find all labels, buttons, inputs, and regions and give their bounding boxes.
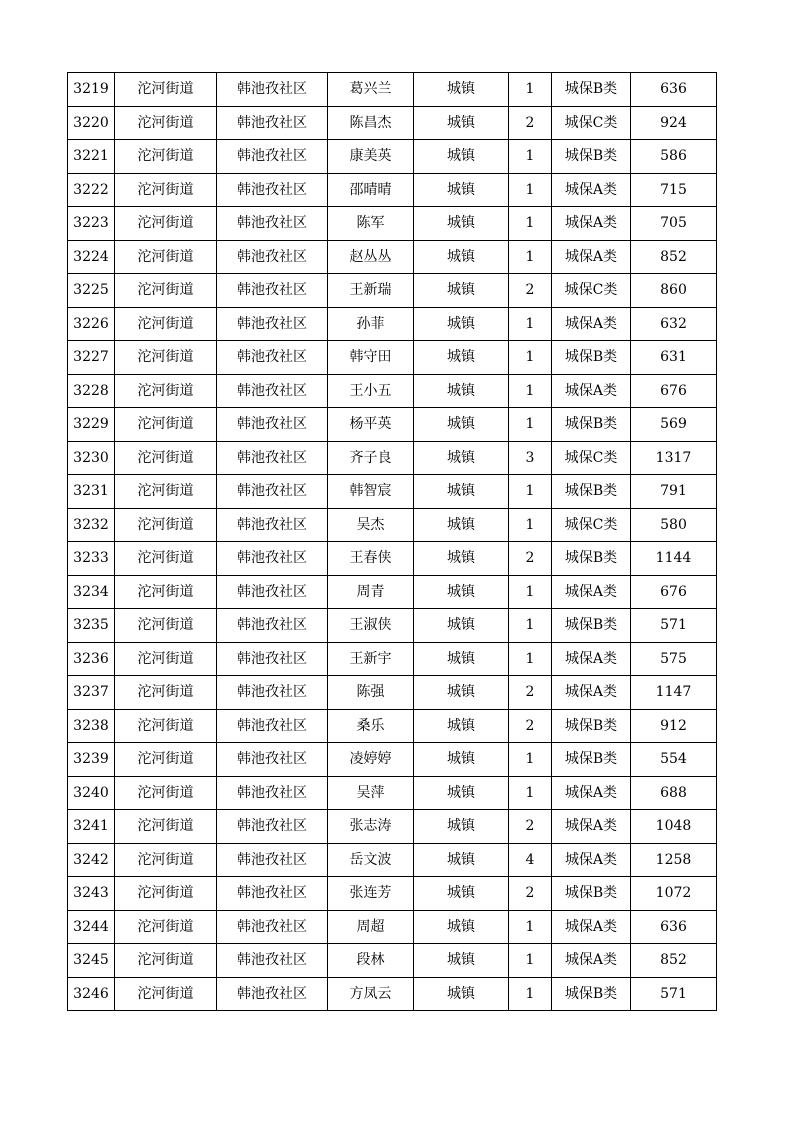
name-cell: 王新瑞 — [328, 274, 414, 308]
area-type-cell: 城镇 — [414, 843, 509, 877]
community-cell: 韩池孜社区 — [217, 642, 328, 676]
name-cell: 葛兴兰 — [328, 73, 414, 107]
record-number-cell: 3238 — [68, 709, 115, 743]
table-row — [68, 776, 717, 810]
subdistrict-cell: 沱河街道 — [115, 743, 217, 777]
community-cell: 韩池孜社区 — [217, 207, 328, 241]
community-cell: 韩池孜社区 — [217, 977, 328, 1011]
name-cell: 赵丛丛 — [328, 240, 414, 274]
table-row — [68, 374, 717, 408]
amount-cell: 631 — [631, 341, 717, 375]
record-number-cell: 3219 — [68, 73, 115, 107]
record-number-cell: 3221 — [68, 140, 115, 174]
name-cell: 杨平英 — [328, 408, 414, 442]
insurance-category-cell: 城保A类 — [552, 642, 631, 676]
insurance-category-cell: 城保C类 — [552, 441, 631, 475]
amount-cell: 860 — [631, 274, 717, 308]
household-size-cell: 1 — [509, 240, 552, 274]
household-size-cell: 2 — [509, 709, 552, 743]
insurance-category-cell: 城保A类 — [552, 910, 631, 944]
household-size-cell: 2 — [509, 274, 552, 308]
community-cell: 韩池孜社区 — [217, 676, 328, 710]
table-row — [68, 508, 717, 542]
name-cell: 段林 — [328, 944, 414, 978]
insurance-category-cell: 城保B类 — [552, 73, 631, 107]
insurance-category-cell: 城保B类 — [552, 609, 631, 643]
table-row — [68, 810, 717, 844]
household-size-cell: 1 — [509, 944, 552, 978]
area-type-cell: 城镇 — [414, 441, 509, 475]
name-cell: 吴杰 — [328, 508, 414, 542]
amount-cell: 571 — [631, 609, 717, 643]
area-type-cell: 城镇 — [414, 609, 509, 643]
amount-cell: 912 — [631, 709, 717, 743]
insurance-category-cell: 城保C类 — [552, 106, 631, 140]
name-cell: 孙菲 — [328, 307, 414, 341]
area-type-cell: 城镇 — [414, 575, 509, 609]
subdistrict-cell: 沱河街道 — [115, 240, 217, 274]
household-size-cell: 1 — [509, 173, 552, 207]
table-row — [68, 173, 717, 207]
area-type-cell: 城镇 — [414, 910, 509, 944]
amount-cell: 705 — [631, 207, 717, 241]
table-row — [68, 307, 717, 341]
community-cell: 韩池孜社区 — [217, 173, 328, 207]
insurance-category-cell: 城保B类 — [552, 977, 631, 1011]
area-type-cell: 城镇 — [414, 944, 509, 978]
name-cell: 凌婷婷 — [328, 743, 414, 777]
insurance-category-cell: 城保B类 — [552, 542, 631, 576]
community-cell: 韩池孜社区 — [217, 408, 328, 442]
community-cell: 韩池孜社区 — [217, 106, 328, 140]
community-cell: 韩池孜社区 — [217, 910, 328, 944]
insurance-category-cell: 城保A类 — [552, 307, 631, 341]
community-cell: 韩池孜社区 — [217, 441, 328, 475]
name-cell: 张连芳 — [328, 877, 414, 911]
amount-cell: 575 — [631, 642, 717, 676]
record-number-cell: 3224 — [68, 240, 115, 274]
table-row — [68, 609, 717, 643]
area-type-cell: 城镇 — [414, 240, 509, 274]
table-row — [68, 408, 717, 442]
household-size-cell: 1 — [509, 508, 552, 542]
insurance-category-cell: 城保A类 — [552, 810, 631, 844]
amount-cell: 554 — [631, 743, 717, 777]
record-number-cell: 3232 — [68, 508, 115, 542]
area-type-cell: 城镇 — [414, 877, 509, 911]
subdistrict-cell: 沱河街道 — [115, 910, 217, 944]
name-cell: 王春侠 — [328, 542, 414, 576]
amount-cell: 1317 — [631, 441, 717, 475]
community-cell: 韩池孜社区 — [217, 341, 328, 375]
subdistrict-cell: 沱河街道 — [115, 810, 217, 844]
community-cell: 韩池孜社区 — [217, 240, 328, 274]
name-cell: 张志涛 — [328, 810, 414, 844]
subdistrict-cell: 沱河街道 — [115, 274, 217, 308]
community-cell: 韩池孜社区 — [217, 274, 328, 308]
record-number-cell: 3242 — [68, 843, 115, 877]
record-number-cell: 3236 — [68, 642, 115, 676]
area-type-cell: 城镇 — [414, 508, 509, 542]
subdistrict-cell: 沱河街道 — [115, 307, 217, 341]
insurance-category-cell: 城保A类 — [552, 776, 631, 810]
community-cell: 韩池孜社区 — [217, 843, 328, 877]
area-type-cell: 城镇 — [414, 977, 509, 1011]
record-number-cell: 3244 — [68, 910, 115, 944]
community-cell: 韩池孜社区 — [217, 73, 328, 107]
community-cell: 韩池孜社区 — [217, 609, 328, 643]
area-type-cell: 城镇 — [414, 274, 509, 308]
record-number-cell: 3228 — [68, 374, 115, 408]
amount-cell: 924 — [631, 106, 717, 140]
table-row — [68, 743, 717, 777]
table-row — [68, 140, 717, 174]
amount-cell: 688 — [631, 776, 717, 810]
amount-cell: 632 — [631, 307, 717, 341]
record-number-cell: 3220 — [68, 106, 115, 140]
insurance-category-cell: 城保A类 — [552, 676, 631, 710]
record-number-cell: 3241 — [68, 810, 115, 844]
subdistrict-cell: 沱河街道 — [115, 877, 217, 911]
insurance-category-cell: 城保B类 — [552, 341, 631, 375]
household-size-cell: 4 — [509, 843, 552, 877]
table-row — [68, 542, 717, 576]
name-cell: 韩智宸 — [328, 475, 414, 509]
table-row — [68, 575, 717, 609]
insurance-category-cell: 城保A类 — [552, 207, 631, 241]
household-size-cell: 3 — [509, 441, 552, 475]
subdistrict-cell: 沱河街道 — [115, 207, 217, 241]
insurance-category-cell: 城保B类 — [552, 709, 631, 743]
household-size-cell: 1 — [509, 374, 552, 408]
name-cell: 周超 — [328, 910, 414, 944]
name-cell: 王小五 — [328, 374, 414, 408]
insurance-category-cell: 城保B类 — [552, 877, 631, 911]
name-cell: 周青 — [328, 575, 414, 609]
amount-cell: 852 — [631, 944, 717, 978]
name-cell: 陈昌杰 — [328, 106, 414, 140]
table-row — [68, 944, 717, 978]
household-size-cell: 2 — [509, 676, 552, 710]
name-cell: 方凤云 — [328, 977, 414, 1011]
household-size-cell: 2 — [509, 877, 552, 911]
name-cell: 桑乐 — [328, 709, 414, 743]
name-cell: 陈强 — [328, 676, 414, 710]
record-number-cell: 3246 — [68, 977, 115, 1011]
insurance-category-cell: 城保C类 — [552, 274, 631, 308]
amount-cell: 1144 — [631, 542, 717, 576]
insurance-category-cell: 城保A类 — [552, 843, 631, 877]
household-size-cell: 1 — [509, 341, 552, 375]
amount-cell: 636 — [631, 910, 717, 944]
community-cell: 韩池孜社区 — [217, 944, 328, 978]
amount-cell: 1048 — [631, 810, 717, 844]
area-type-cell: 城镇 — [414, 140, 509, 174]
amount-cell: 791 — [631, 475, 717, 509]
amount-cell: 852 — [631, 240, 717, 274]
community-cell: 韩池孜社区 — [217, 542, 328, 576]
subdistrict-cell: 沱河街道 — [115, 106, 217, 140]
insurance-category-cell: 城保A类 — [552, 240, 631, 274]
community-cell: 韩池孜社区 — [217, 374, 328, 408]
name-cell: 王淑侠 — [328, 609, 414, 643]
area-type-cell: 城镇 — [414, 408, 509, 442]
record-number-cell: 3235 — [68, 609, 115, 643]
subdistrict-cell: 沱河街道 — [115, 73, 217, 107]
amount-cell: 676 — [631, 575, 717, 609]
community-cell: 韩池孜社区 — [217, 709, 328, 743]
subdistrict-cell: 沱河街道 — [115, 843, 217, 877]
subdistrict-cell: 沱河街道 — [115, 341, 217, 375]
data-table — [67, 72, 717, 1011]
subdistrict-cell: 沱河街道 — [115, 441, 217, 475]
amount-cell: 586 — [631, 140, 717, 174]
amount-cell: 571 — [631, 977, 717, 1011]
subdistrict-cell: 沱河街道 — [115, 575, 217, 609]
name-cell: 韩守田 — [328, 341, 414, 375]
subdistrict-cell: 沱河街道 — [115, 944, 217, 978]
record-number-cell: 3234 — [68, 575, 115, 609]
amount-cell: 569 — [631, 408, 717, 442]
name-cell: 王新宇 — [328, 642, 414, 676]
household-size-cell: 1 — [509, 776, 552, 810]
area-type-cell: 城镇 — [414, 810, 509, 844]
community-cell: 韩池孜社区 — [217, 810, 328, 844]
household-size-cell: 2 — [509, 106, 552, 140]
household-size-cell: 1 — [509, 307, 552, 341]
household-size-cell: 1 — [509, 575, 552, 609]
area-type-cell: 城镇 — [414, 475, 509, 509]
record-number-cell: 3223 — [68, 207, 115, 241]
table-row — [68, 642, 717, 676]
insurance-category-cell: 城保B类 — [552, 743, 631, 777]
area-type-cell: 城镇 — [414, 676, 509, 710]
subdistrict-cell: 沱河街道 — [115, 977, 217, 1011]
record-number-cell: 3243 — [68, 877, 115, 911]
record-number-cell: 3230 — [68, 441, 115, 475]
amount-cell: 1147 — [631, 676, 717, 710]
subdistrict-cell: 沱河街道 — [115, 542, 217, 576]
community-cell: 韩池孜社区 — [217, 307, 328, 341]
insurance-category-cell: 城保B类 — [552, 408, 631, 442]
record-number-cell: 3226 — [68, 307, 115, 341]
record-number-cell: 3237 — [68, 676, 115, 710]
household-size-cell: 1 — [509, 140, 552, 174]
table-row — [68, 475, 717, 509]
record-number-cell: 3245 — [68, 944, 115, 978]
name-cell: 齐子良 — [328, 441, 414, 475]
insurance-category-cell: 城保B类 — [552, 140, 631, 174]
record-number-cell: 3233 — [68, 542, 115, 576]
area-type-cell: 城镇 — [414, 173, 509, 207]
table-row — [68, 207, 717, 241]
area-type-cell: 城镇 — [414, 709, 509, 743]
name-cell: 康美英 — [328, 140, 414, 174]
area-type-cell: 城镇 — [414, 374, 509, 408]
community-cell: 韩池孜社区 — [217, 776, 328, 810]
subdistrict-cell: 沱河街道 — [115, 475, 217, 509]
household-size-cell: 1 — [509, 910, 552, 944]
area-type-cell: 城镇 — [414, 73, 509, 107]
area-type-cell: 城镇 — [414, 307, 509, 341]
record-number-cell: 3229 — [68, 408, 115, 442]
amount-cell: 715 — [631, 173, 717, 207]
household-size-cell: 1 — [509, 642, 552, 676]
table-row — [68, 106, 717, 140]
table-row — [68, 843, 717, 877]
table-row — [68, 910, 717, 944]
name-cell: 岳文波 — [328, 843, 414, 877]
community-cell: 韩池孜社区 — [217, 508, 328, 542]
insurance-category-cell: 城保A类 — [552, 575, 631, 609]
table-row — [68, 877, 717, 911]
subdistrict-cell: 沱河街道 — [115, 676, 217, 710]
name-cell: 吴萍 — [328, 776, 414, 810]
table-row — [68, 709, 717, 743]
record-number-cell: 3239 — [68, 743, 115, 777]
table-row — [68, 676, 717, 710]
area-type-cell: 城镇 — [414, 106, 509, 140]
household-size-cell: 1 — [509, 73, 552, 107]
table-row — [68, 73, 717, 107]
household-size-cell: 1 — [509, 609, 552, 643]
table-row — [68, 341, 717, 375]
subdistrict-cell: 沱河街道 — [115, 140, 217, 174]
community-cell: 韩池孜社区 — [217, 475, 328, 509]
record-number-cell: 3240 — [68, 776, 115, 810]
subdistrict-cell: 沱河街道 — [115, 776, 217, 810]
community-cell: 韩池孜社区 — [217, 743, 328, 777]
insurance-category-cell: 城保B类 — [552, 475, 631, 509]
table-row — [68, 240, 717, 274]
subdistrict-cell: 沱河街道 — [115, 374, 217, 408]
insurance-category-cell: 城保A类 — [552, 173, 631, 207]
amount-cell: 676 — [631, 374, 717, 408]
name-cell: 邵晴晴 — [328, 173, 414, 207]
household-size-cell: 2 — [509, 810, 552, 844]
household-size-cell: 1 — [509, 977, 552, 1011]
area-type-cell: 城镇 — [414, 341, 509, 375]
subdistrict-cell: 沱河街道 — [115, 709, 217, 743]
subdistrict-cell: 沱河街道 — [115, 508, 217, 542]
amount-cell: 580 — [631, 508, 717, 542]
household-size-cell: 2 — [509, 542, 552, 576]
record-number-cell: 3231 — [68, 475, 115, 509]
household-size-cell: 1 — [509, 743, 552, 777]
community-cell: 韩池孜社区 — [217, 140, 328, 174]
amount-cell: 636 — [631, 73, 717, 107]
insurance-category-cell: 城保C类 — [552, 508, 631, 542]
household-size-cell: 1 — [509, 408, 552, 442]
subdistrict-cell: 沱河街道 — [115, 173, 217, 207]
insurance-category-cell: 城保A类 — [552, 374, 631, 408]
household-size-cell: 1 — [509, 475, 552, 509]
household-size-cell: 1 — [509, 207, 552, 241]
record-number-cell: 3222 — [68, 173, 115, 207]
table-body — [68, 73, 717, 1011]
insurance-category-cell: 城保A类 — [552, 944, 631, 978]
table-row — [68, 274, 717, 308]
community-cell: 韩池孜社区 — [217, 575, 328, 609]
area-type-cell: 城镇 — [414, 542, 509, 576]
community-cell: 韩池孜社区 — [217, 877, 328, 911]
table-row — [68, 977, 717, 1011]
area-type-cell: 城镇 — [414, 642, 509, 676]
subdistrict-cell: 沱河街道 — [115, 609, 217, 643]
subdistrict-cell: 沱河街道 — [115, 642, 217, 676]
record-number-cell: 3225 — [68, 274, 115, 308]
subdistrict-cell: 沱河街道 — [115, 408, 217, 442]
record-number-cell: 3227 — [68, 341, 115, 375]
area-type-cell: 城镇 — [414, 776, 509, 810]
area-type-cell: 城镇 — [414, 743, 509, 777]
amount-cell: 1258 — [631, 843, 717, 877]
area-type-cell: 城镇 — [414, 207, 509, 241]
name-cell: 陈军 — [328, 207, 414, 241]
amount-cell: 1072 — [631, 877, 717, 911]
table-row — [68, 441, 717, 475]
